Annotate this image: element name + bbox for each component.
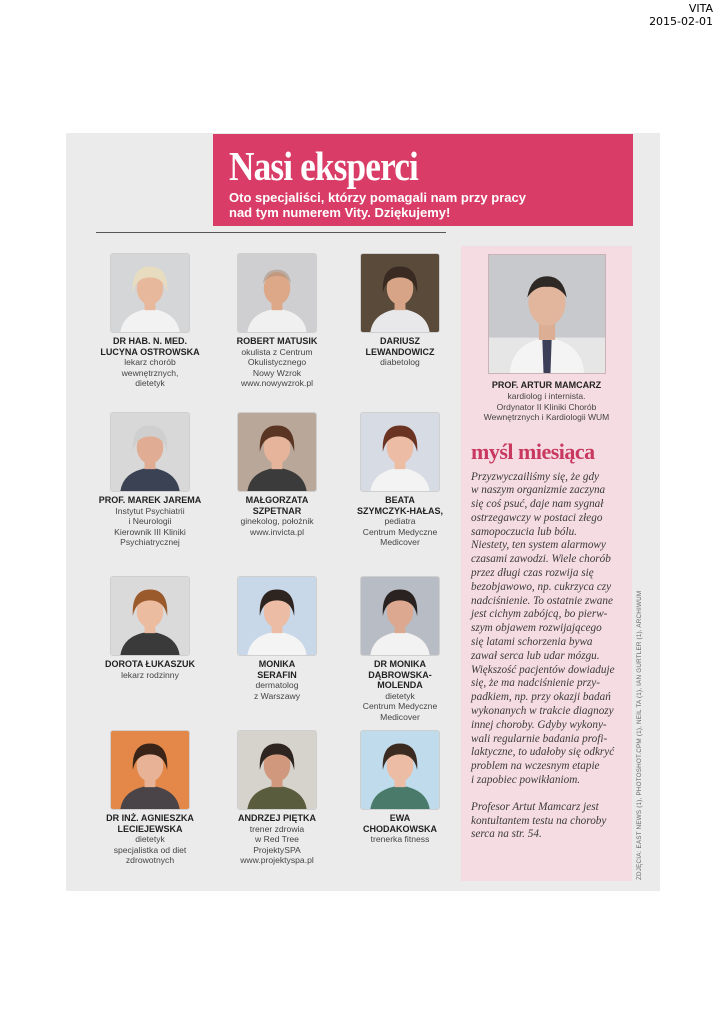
featured-note [469,801,624,842]
expert-name-line: LEWANDOWICZ [365,346,435,357]
expert-card [213,576,341,701]
expert-desc-line: wewnętrznych, [121,367,179,378]
expert-name-line: DR MONIKA [374,659,426,669]
featured-desc-line: Wewnętrznych i Kardiologii WUM [483,412,610,422]
expert-photo [237,576,317,656]
expert-card [336,253,464,368]
expert-name [86,659,214,670]
expert-desc-line: diabetolog [380,357,420,368]
expert-desc-line: Okulistycznego [247,357,307,368]
expert-name-line: SZPETNAR [252,505,302,516]
expert-name [336,813,464,834]
expert-name-line: DĄBROWSKA- [368,669,432,680]
note-line: Profesor Artut Mamcarz jest [471,800,599,813]
expert-name-line: MAŁGORZATA [245,495,309,505]
expert-description [213,516,341,537]
expert-desc-line: Nowy Wzrok [252,367,302,378]
expert-photo [110,576,190,656]
page-subtitle [229,190,619,220]
expert-name-line: SZYMCZYK-HAŁAS, [357,505,443,516]
expert-desc-line: okulista z Centrum [241,346,313,357]
stamp-title: VITA [688,2,713,15]
page-title: Nasi eksperci [229,143,418,189]
featured-expert-name: PROF. ARTUR MAMCARZ [491,380,602,390]
expert-desc-line: www.projektyspa.pl [240,855,314,866]
expert-name-line: DARIUSZ [380,336,420,346]
quote-line: w naszym organizmie zaczyna [471,484,606,497]
expert-desc-line: Medicover [380,711,420,722]
expert-card [213,253,341,389]
expert-card [86,253,214,389]
expert-desc-line: lekarz rodzinny [121,669,179,680]
quote-line: szym objawem rozwijającego [471,622,602,635]
featured-desc-line: kardiolog i internista. [507,391,586,401]
expert-desc-line: z Warszawy [254,690,300,701]
expert-card [336,412,464,548]
expert-description [86,834,214,866]
expert-desc-line: pediatra [384,516,416,527]
expert-desc-line: ProjektySPA [253,844,301,855]
quote-line: zawał serca lub udar mózgu. [471,649,600,662]
expert-photo [360,253,440,333]
expert-desc-line: lekarz chorób [124,357,176,368]
expert-desc-line: trenerka fitness [370,834,430,845]
quote-line: laktyczne, to udałoby się odkryć [471,746,615,759]
expert-description [213,824,341,866]
subtitle-line-2: nad tym numerem Vity. Dziękujemy! [229,205,451,220]
expert-photo [237,412,317,492]
expert-photo [360,730,440,810]
quote-line: wykonanych w trakcie diagnozy [471,705,614,718]
expert-name-line: DR INŻ. AGNIESZKA [106,813,194,823]
expert-card [336,730,464,845]
expert-name-line: LECIEJEWSKA [117,823,183,834]
expert-description [336,834,464,845]
expert-name [86,813,214,834]
quote-line: jest cichym zabójcą, bo pierw- [471,608,608,621]
featured-expert-sidebar [461,246,632,881]
expert-name-line: BEATA [385,495,415,505]
expert-name [86,495,214,506]
quote-line: Większość pacjentów dowiaduje [471,663,615,676]
quote-line: czasami zawodzi. Wiele chorób [471,553,611,566]
quote-line: nadciśnienie. To ostatnie zwane [471,594,613,607]
expert-card [213,730,341,866]
expert-description [86,670,214,681]
quote-line: przez długi czas rozwija się [471,567,594,580]
expert-desc-line: dietetyk [385,690,415,701]
expert-desc-line: zdrowotnych [125,855,175,866]
featured-expert-desc [469,391,624,423]
quote-line: się coś psuć, daje nam sygnał [471,498,604,511]
expert-desc-line: ginekolog, położnik [240,516,314,527]
divider [96,232,446,233]
expert-name [336,495,464,516]
expert-name-line: DOROTA ŁUKASZUK [105,659,195,669]
expert-name [213,495,341,516]
expert-name-line: CHODAKOWSKA [363,823,437,834]
quote-line: samopoczucia lub bólu. [471,525,577,538]
quote-line: wali regularnie badania profi- [471,732,608,745]
expert-photo [237,730,317,810]
expert-photo [360,412,440,492]
expert-photo [360,576,440,656]
expert-desc-line: www.invicta.pl [250,526,304,537]
expert-desc-line: specjalistka od diet [113,844,187,855]
quote-line: się latami schorzenia bywa [471,636,593,649]
expert-name-line: SERAFIN [257,669,297,680]
expert-desc-line: w Red Tree [255,834,299,845]
expert-desc-line: dietetyk [135,834,165,845]
expert-name-line: EWA [389,813,411,823]
expert-description [336,691,464,723]
page-header [213,134,633,226]
quote-line: i zapobiec powikłaniom. [471,774,581,787]
expert-description [336,516,464,548]
quote-line: Niestety, ten system alarmowy [471,539,606,552]
expert-description [213,347,341,389]
expert-name [213,813,341,824]
quote-line: innej choroby. Gdyby wykony- [471,718,607,731]
featured-desc-line: Ordynator II Kliniki Chorób [496,401,597,412]
expert-name-line: LUCYNA OSTROWSKA [100,346,200,357]
stamp-date: 2015-02-01 [649,15,713,28]
quote-line: się, że ma nadciśnienie przy- [471,677,600,690]
photo-credit: ZDJĘCIA: EAST NEWS (1), PHOTOSHOT.CPM (1), NEIL TA (1), IAN GURTLER (1), ARCHIWUM [636,590,643,880]
expert-name [213,659,341,680]
quote-line: bezobjawowo, np. cukrzyca czy [471,580,612,593]
quote-line: padkiem, np. przy okazji badań [471,691,611,704]
thought-of-month-text [469,471,624,788]
expert-description [86,357,214,389]
expert-name-line: MONIKA [258,659,296,669]
expert-desc-line: www.nowywzrok.pl [240,378,314,389]
note-line: kontultantem testu na choroby [471,814,607,827]
expert-card [336,576,464,723]
expert-name-line: ANDRZEJ PIĘTKA [237,813,316,823]
expert-card [86,730,214,866]
expert-desc-line: Centrum Medyczne [362,526,438,537]
quote-line: ostrzegawczy w postaci złego [471,511,603,524]
expert-name-line: MOLENDA [377,680,423,691]
expert-name-line: PROF. MAREK JAREMA [98,495,202,505]
expert-desc-line: Medicover [380,537,420,548]
expert-desc-line: trener zdrowia [249,823,305,834]
expert-name-line: DR HAB. N. MED. [113,336,187,346]
expert-name [336,659,464,691]
document-stamp [649,2,713,28]
expert-card [86,412,214,548]
expert-desc-line: Kierownik III Kliniki [114,526,186,537]
quote-line: Przyzwyczailiśmy się, że gdy [471,470,600,483]
expert-card [86,576,214,680]
expert-photo [110,253,190,333]
expert-description [213,680,341,701]
expert-description [336,357,464,368]
expert-card [213,412,341,537]
thought-of-month-heading: myśl miesiąca [471,438,595,464]
expert-photo [110,730,190,810]
expert-name-line: ROBERT MATUSIK [236,336,318,346]
expert-desc-line: Psychiatrycznej [120,537,180,548]
expert-desc-line: dietetyk [135,378,165,389]
expert-desc-line: dermatolog [255,680,299,691]
expert-photo [110,412,190,492]
expert-photo [237,253,317,333]
expert-desc-line: Centrum Medyczne [362,701,438,712]
subtitle-line-1: Oto specjaliści, którzy pomagali nam przy pracy [229,190,526,205]
expert-desc-line: Instytut Psychiatrii [115,505,185,516]
featured-expert-photo [488,254,606,374]
note-line: serca na str. 54. [471,828,542,841]
quote-line: problem na wczesnym etapie [471,760,600,773]
expert-name [336,336,464,357]
expert-name [86,336,214,357]
expert-description [86,506,214,548]
expert-name [213,336,341,347]
expert-desc-line: i Neurologii [128,516,172,527]
